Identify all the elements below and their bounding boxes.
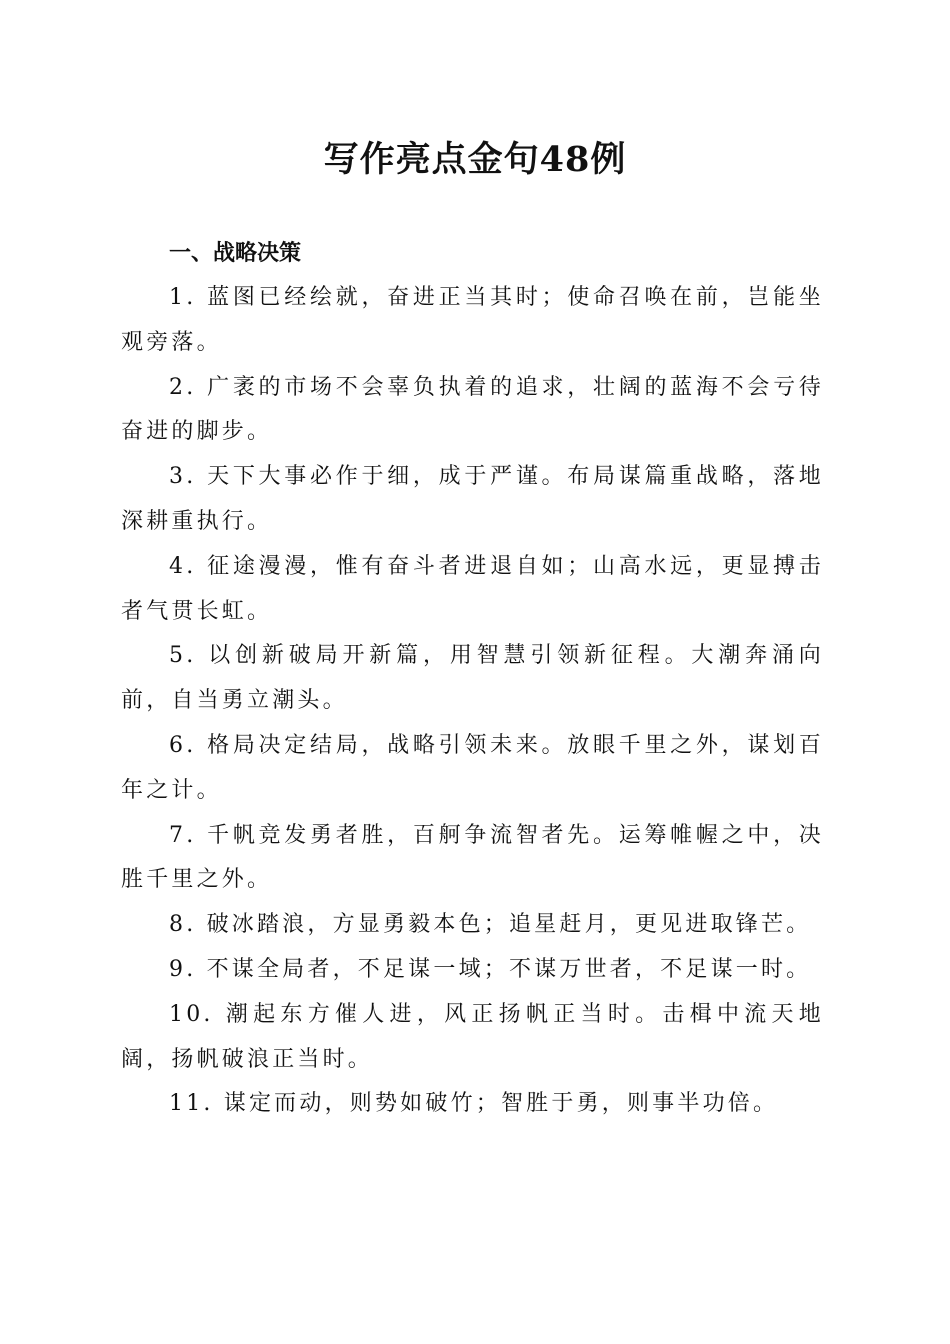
quote-item-9: 9. 不谋全局者，不足谋一域；不谋万世者，不足谋一时。 — [169, 956, 812, 982]
quote-item-8: 8. 破冰踏浪，方显勇毅本色；追星赶月，更见进取锋芒。 — [169, 912, 812, 938]
quote-item-4: 4. 征途漫漫，惟有奋斗者进退自如；山高水远，更显搏击者气贯长虹。 — [121, 553, 824, 624]
quote-item-6: 6. 格局决定结局，战略引领未来。放眼千里之外，谋划百年之计。 — [121, 732, 824, 803]
quote-item-10: 10. 潮起东方催人进，风正扬帆正当时。击楫中流天地阔，扬帆破浪正当时。 — [121, 1001, 824, 1072]
section-heading: 一、战略决策 — [169, 241, 302, 266]
quote-item-1: 1. 蓝图已经绘就，奋进正当其时；使命召唤在前，岂能坐观旁落。 — [121, 285, 824, 355]
quote-item-5: 5. 以创新破局开新篇，用智慧引领新征程。大潮奔涌向前，自当勇立潮头。 — [121, 643, 824, 714]
quote-item-3: 3. 天下大事必作于细，成于严谨。布局谋篇重战略，落地深耕重执行。 — [121, 464, 824, 534]
quote-item-7: 7. 千帆竞发勇者胜，百舸争流智者先。运筹帷幄之中，决胜千里之外。 — [121, 822, 824, 893]
document-title: 写作亮点金句48例 — [323, 139, 627, 180]
document-body — [121, 232, 824, 1127]
quote-item-2: 2. 广袤的市场不会辜负执着的追求，壮阔的蓝海不会亏待奋进的脚步。 — [121, 374, 824, 445]
quote-item-11: 11. 谋定而动，则势如破竹；智胜于勇，则事半功倍。 — [169, 1091, 779, 1117]
